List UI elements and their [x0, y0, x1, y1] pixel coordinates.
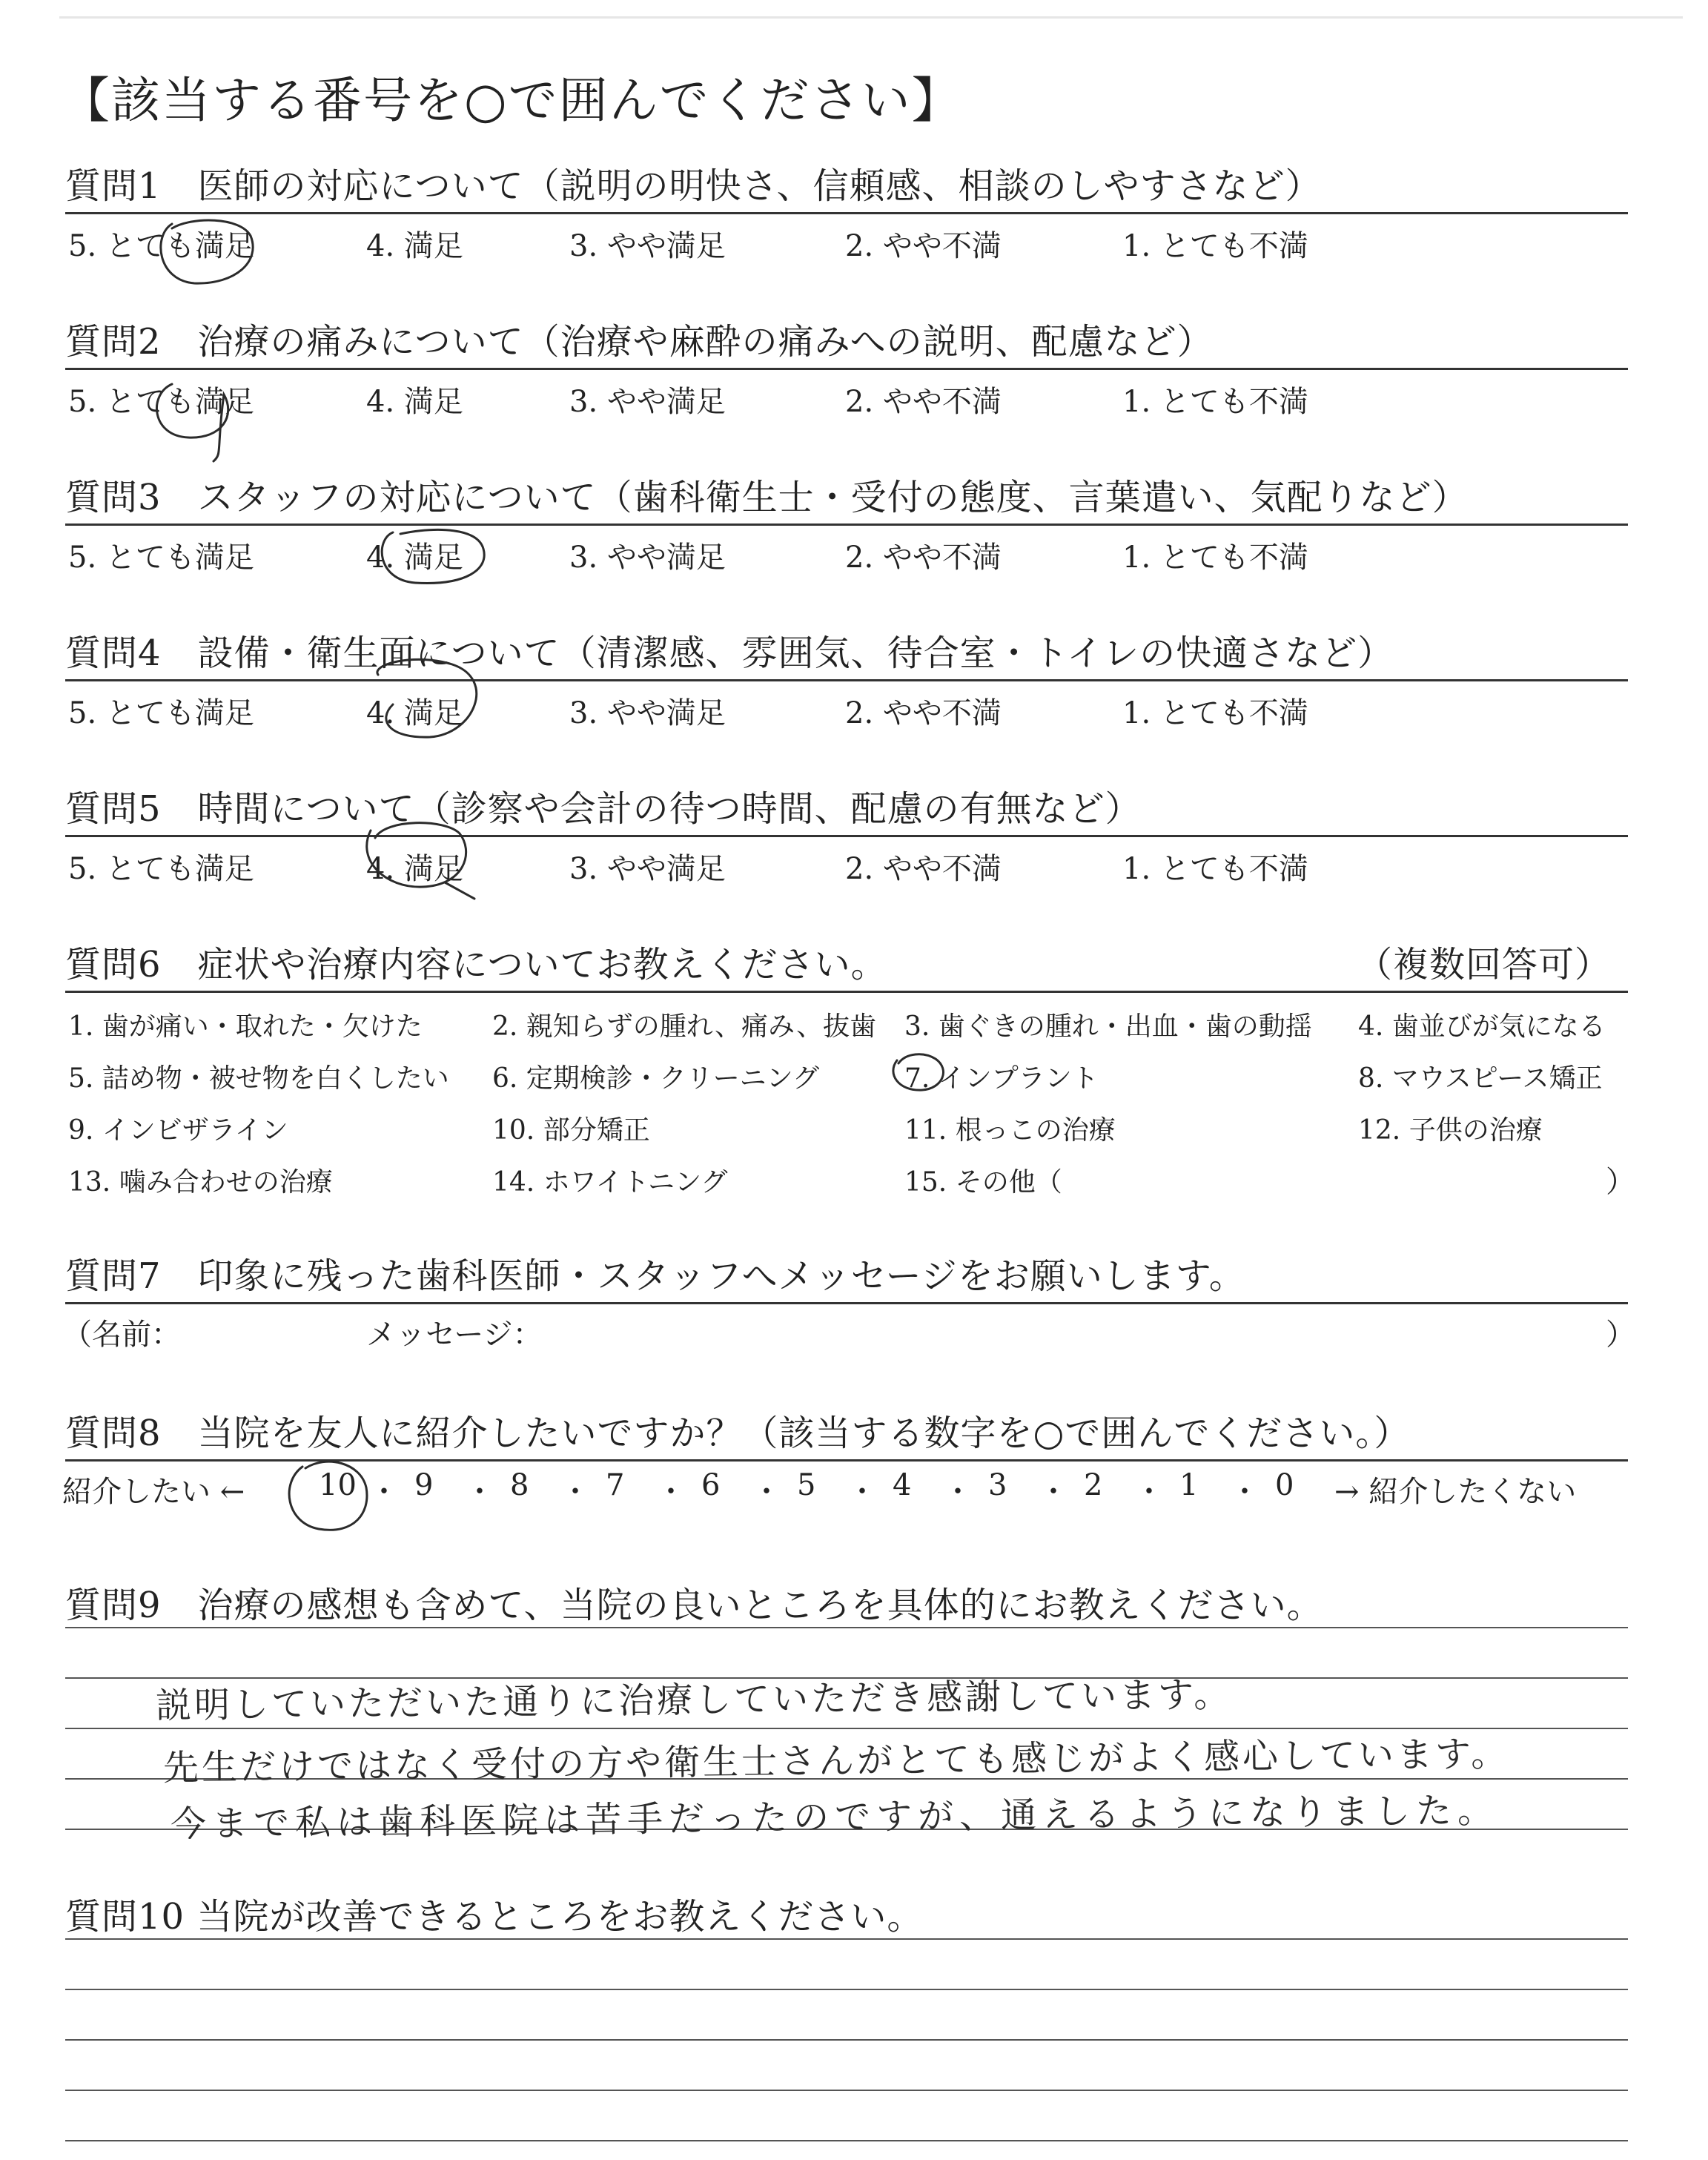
q8-scale-2[interactable]: 2 [1084, 1468, 1103, 1502]
q8-scale-7[interactable]: 7 [606, 1468, 625, 1502]
q6-option-10[interactable]: 10. 部分矯正 [492, 1115, 650, 1146]
q1-option-5[interactable]: 5. とても満足 [68, 229, 254, 263]
q4-option-1[interactable]: 1. とても不満 [1122, 696, 1308, 730]
q7-rule [65, 1302, 1628, 1304]
q6-option-6[interactable]: 6. 定期検診・クリーニング [492, 1063, 820, 1094]
q6-option-13[interactable]: 13. 噛み合わせの治療 [68, 1167, 333, 1198]
q6-title: 質問6 症状や治療内容についてお教えください。 [65, 944, 887, 985]
q2-option-3[interactable]: 3. やや満足 [569, 385, 726, 419]
q2-rule [65, 368, 1628, 370]
q8-scale-8[interactable]: 8 [510, 1468, 529, 1502]
q9-answer-line-2: 先生だけではなく受付の方や衛生士さんがとても感じがよく感心しています。 [162, 1733, 1510, 1789]
q4-rule [65, 679, 1628, 681]
q9-answer-line-1: 説明していただいた通りに治療していただき感謝しています。 [155, 1674, 1233, 1727]
q8-scale-6[interactable]: 6 [701, 1468, 721, 1502]
q8-rule [65, 1459, 1628, 1462]
q8-scale-separator: ・ [369, 1475, 399, 1509]
q6-other-close-paren: ） [1606, 1165, 1635, 1199]
q4-option-4[interactable]: 4. 満足 [366, 696, 463, 730]
q4-option-3[interactable]: 3. やや満足 [569, 696, 726, 730]
q7-title: 質問7 印象に残った歯科医師・スタッフへメッセージをお願いします。 [65, 1255, 1245, 1297]
q7-close-paren: ） [1606, 1318, 1635, 1352]
q6-option-12[interactable]: 12. 子供の治療 [1358, 1115, 1543, 1146]
q8-left-label: 紹介したい ← [62, 1475, 245, 1509]
q8-scale-separator: ・ [560, 1475, 590, 1509]
q9-title: 質問9 治療の感想も含めて、当院の良いところを具体的にお教えください。 [65, 1585, 1323, 1626]
q6-option-14[interactable]: 14. ホワイトニング [492, 1167, 728, 1198]
q10-rule-3 [65, 2039, 1628, 2041]
q1-title: 質問1 医師の対応について（説明の明快さ、信頼感、相談のしやすさなど） [65, 165, 1322, 207]
q10-rule-4 [65, 2090, 1628, 2091]
q8-scale-1[interactable]: 1 [1179, 1468, 1199, 1502]
q4-option-5[interactable]: 5. とても満足 [68, 696, 254, 730]
q9-rule-1 [65, 1627, 1628, 1628]
q10-title: 質問10 当院が改善できるところをお教えください。 [65, 1896, 924, 1938]
q6-multi-note: （複数回答可） [1357, 944, 1612, 985]
q10-rule-5 [65, 2140, 1628, 2141]
q6-option-3[interactable]: 3. 歯ぐきの腫れ・出血・歯の動揺 [904, 1011, 1312, 1042]
q6-option-1[interactable]: 1. 歯が痛い・取れた・欠けた [68, 1011, 423, 1042]
q8-scale-10[interactable]: 10 [319, 1468, 357, 1502]
q8-scale-3[interactable]: 3 [988, 1468, 1007, 1502]
q6-option-2[interactable]: 2. 親知らずの腫れ、痛み、抜歯 [492, 1011, 877, 1042]
q3-option-4[interactable]: 4. 満足 [366, 541, 463, 575]
q2-option-2[interactable]: 2. やや不満 [845, 385, 1002, 419]
q10-rule-1 [65, 1938, 1628, 1940]
q8-title: 質問8 当院を友人に紹介したいですか？（該当する数字を○で囲んでください。） [65, 1413, 1411, 1454]
q3-option-1[interactable]: 1. とても不満 [1122, 541, 1308, 575]
q5-title: 質問5 時間について（診察や会計の待つ時間、配慮の有無など） [65, 788, 1142, 830]
q6-option-11[interactable]: 11. 根っこの治療 [904, 1115, 1116, 1146]
q5-option-5[interactable]: 5. とても満足 [68, 852, 254, 886]
q6-option-5[interactable]: 5. 詰め物・被せ物を白くしたい [68, 1063, 449, 1094]
q3-title: 質問3 スタッフの対応について（歯科衛生士・受付の態度、言葉遣い、気配りなど） [65, 477, 1469, 518]
q8-scale-separator: ・ [752, 1475, 781, 1509]
q5-option-2[interactable]: 2. やや不満 [845, 852, 1002, 886]
q8-scale-separator: ・ [1230, 1475, 1260, 1509]
q7-message-label: メッセージ： [366, 1318, 543, 1352]
q3-rule [65, 524, 1628, 526]
q6-option-15[interactable]: 15. その他（ [904, 1167, 1062, 1198]
q8-scale-separator: ・ [1134, 1475, 1164, 1509]
q8-scale-separator: ・ [943, 1475, 973, 1509]
q8-scale-9[interactable]: 9 [414, 1468, 434, 1502]
q5-option-4[interactable]: 4. 満足 [366, 852, 463, 886]
q7-name-label: （名前： [62, 1318, 181, 1352]
q5-option-3[interactable]: 3. やや満足 [569, 852, 726, 886]
q1-option-4[interactable]: 4. 満足 [366, 229, 463, 263]
q8-scale-0[interactable]: 0 [1275, 1468, 1294, 1502]
q8-right-label: → 紹介したくない [1334, 1475, 1577, 1509]
q1-option-2[interactable]: 2. やや不満 [845, 229, 1002, 263]
q5-option-1[interactable]: 1. とても不満 [1122, 852, 1308, 886]
q8-scale-separator: ・ [1039, 1475, 1068, 1509]
q8-scale-5[interactable]: 5 [797, 1468, 816, 1502]
q1-option-3[interactable]: 3. やや満足 [569, 229, 726, 263]
q2-option-4[interactable]: 4. 満足 [366, 385, 463, 419]
q10-rule-2 [65, 1989, 1628, 1990]
q9-answer-line-3: 今まで私は歯科医院は苦手だったのですが、通えるようになりました。 [170, 1789, 1500, 1846]
q6-option-7[interactable]: 7. インプラント [904, 1063, 1099, 1094]
q2-option-5[interactable]: 5. とても満足 [68, 385, 254, 419]
q1-option-1[interactable]: 1. とても不満 [1122, 229, 1308, 263]
q5-rule [65, 835, 1628, 837]
q4-title: 質問4 設備・衛生面について（清潔感、雰囲気、待合室・トイレの快適さなど） [65, 633, 1394, 674]
q2-option-1[interactable]: 1. とても不満 [1122, 385, 1308, 419]
form-heading: 【該当する番号を○で囲んでください】 [61, 72, 962, 129]
q3-option-5[interactable]: 5. とても満足 [68, 541, 254, 575]
q3-option-3[interactable]: 3. やや満足 [569, 541, 726, 575]
q3-option-2[interactable]: 2. やや不満 [845, 541, 1002, 575]
q1-rule [65, 212, 1628, 214]
q6-option-4[interactable]: 4. 歯並びが気になる [1358, 1011, 1606, 1042]
q6-rule [65, 991, 1628, 993]
q6-option-9[interactable]: 9. インビザライン [68, 1115, 288, 1146]
q8-scale-separator: ・ [465, 1475, 494, 1509]
q4-option-2[interactable]: 2. やや不満 [845, 696, 1002, 730]
q6-option-8[interactable]: 8. マウスピース矯正 [1358, 1063, 1603, 1094]
q8-scale-separator: ・ [656, 1475, 686, 1509]
q8-scale-4[interactable]: 4 [893, 1468, 912, 1502]
q2-title: 質問2 治療の痛みについて（治療や麻酔の痛みへの説明、配慮など） [65, 321, 1214, 363]
top-border [59, 16, 1683, 19]
q8-scale-separator: ・ [847, 1475, 877, 1509]
